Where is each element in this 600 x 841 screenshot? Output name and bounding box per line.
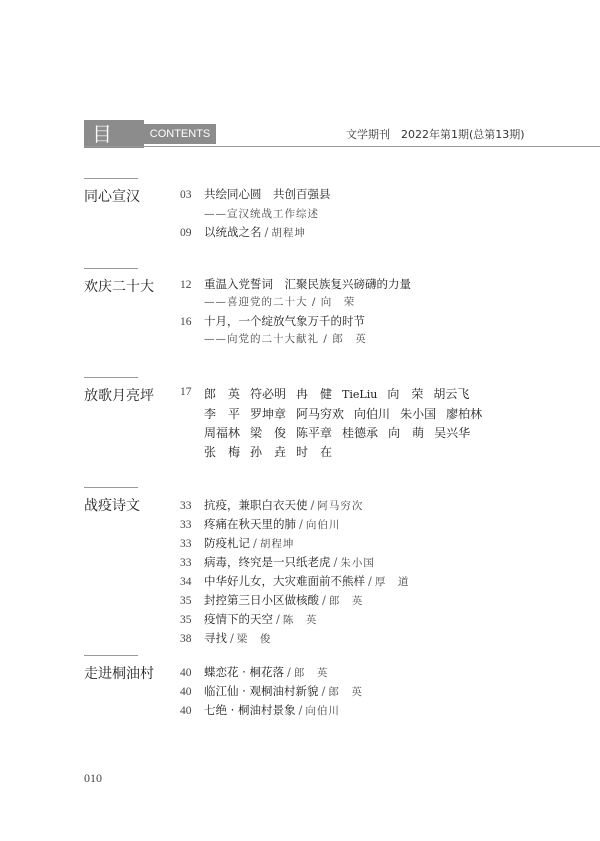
entry-title: 以统战之名	[204, 225, 262, 239]
section-title: 放歌月亮坪	[84, 388, 154, 404]
poet-name: 孙 垚	[250, 445, 287, 459]
entry-title: 七绝 · 桐油村景象	[204, 703, 296, 717]
entry-title: 病毒，终究是一只纸老虎	[204, 555, 331, 569]
poet-name: 周福林	[204, 426, 241, 440]
page-number: 40	[180, 667, 192, 679]
section-title: 战疫诗文	[84, 498, 140, 514]
entry-title: 中华好儿女，大灾难面前不熊样	[204, 574, 365, 588]
toc-entry[interactable]: 40 七绝 · 桐油村景象 / 向伯川	[180, 703, 340, 717]
section-rule	[84, 487, 138, 488]
toc-entry[interactable]: 40 临江仙 · 观桐油村新貌 / 郎 英	[180, 684, 363, 698]
page-number: 03	[180, 189, 192, 201]
poet-name: 阿马穷欢	[296, 407, 345, 421]
entry-author: 阿马穷次	[317, 500, 364, 512]
entry-author: 郎 英	[328, 686, 363, 698]
page-number: 38	[180, 633, 192, 645]
entry-author: 陈 英	[282, 614, 318, 626]
toc-entry[interactable]	[180, 186, 331, 202]
poet-name: 朱小国	[400, 407, 437, 421]
entry-subtitle: ——宣汉统战工作综述	[204, 208, 319, 220]
poet-name: 梁 俊	[250, 426, 287, 440]
entry-title: 寻找	[204, 631, 227, 645]
toc-entry[interactable]: 38 寻找 / 梁 俊	[180, 631, 272, 645]
page-number: 12	[180, 279, 192, 291]
page-number: 33	[180, 557, 192, 569]
poet-name: 桂德承	[342, 426, 379, 440]
section-title: 欢庆二十大	[84, 279, 154, 295]
section-rule	[84, 268, 138, 269]
entry-title: 疫情下的天空	[204, 612, 273, 626]
entry-title: 重温入党誓词 汇聚民族复兴磅礴的力量	[204, 277, 411, 291]
section-title: 同心宣汉	[84, 189, 140, 205]
poet-row	[204, 443, 342, 460]
poet-name: 胡云飞	[433, 387, 470, 401]
entry-author: 郎 英	[328, 595, 364, 607]
poet-name: 时 在	[296, 445, 333, 459]
poet-name: TieLiu	[342, 388, 378, 401]
header-divider	[84, 146, 600, 147]
entry-author: 厚 道	[374, 576, 410, 588]
poet-name: 向 荣	[387, 387, 424, 401]
poet-name: 陈平章	[296, 426, 333, 440]
section-rule	[84, 178, 138, 179]
poet-name: 廖柏林	[446, 407, 483, 421]
page-number: 40	[180, 686, 192, 698]
page-number: 35	[180, 595, 192, 607]
toc-entry[interactable]: 34 中华好儿女，大灾难面前不熊样 / 厚 道	[180, 574, 410, 588]
page-number: 33	[180, 519, 192, 531]
entry-title: 疼痛在秋天里的肺	[204, 517, 296, 531]
poet-name: 向伯川	[354, 407, 391, 421]
toc-entry[interactable]: 33 防疫札记 / 胡程坤	[180, 536, 295, 550]
page-number: 35	[180, 614, 192, 626]
section-title: 走进桐油村	[84, 666, 154, 682]
page-folio: 010	[84, 771, 102, 785]
poet-name: 罗坤章	[250, 407, 287, 421]
page-number: 33	[180, 500, 192, 512]
poet-row	[204, 424, 480, 441]
toc-entry[interactable]: 33 病毒，终究是一只纸老虎 / 朱小国	[180, 555, 375, 569]
toc-entry[interactable]: 33 疼痛在秋天里的肺 / 向伯川	[180, 517, 341, 531]
poet-name: 冉 健	[296, 387, 333, 401]
entry-title: 共绘同心圆 共创百强县	[204, 187, 331, 201]
page-number: 16	[180, 316, 192, 328]
entry-title: 临江仙 · 观桐油村新貌	[204, 684, 319, 698]
poet-name: 郎 英	[204, 387, 241, 401]
entry-author: 梁 俊	[236, 633, 272, 645]
toc-entry[interactable]	[180, 276, 411, 292]
poet-name: 向 萌	[388, 426, 425, 440]
entry-subtitle: ——向党的二十大献礼 / 郎 英	[204, 333, 367, 345]
entry-title: 防疫札记	[204, 536, 250, 550]
entry-author: 胡程坤	[271, 227, 306, 239]
entry-title: 封控第三日小区做核酸	[204, 593, 319, 607]
poet-name: 张 梅	[204, 445, 241, 459]
page-number: 40	[180, 705, 192, 717]
contents-label: CONTENTS	[144, 124, 216, 144]
page-number: 17	[180, 386, 192, 398]
entry-subtitle: ——喜迎党的二十大 / 向 荣	[204, 296, 356, 308]
page-number: 09	[180, 227, 192, 239]
section-rule	[84, 655, 138, 656]
entry-author: 向伯川	[305, 705, 340, 717]
toc-entry[interactable]: 35 疫情下的天空 / 陈 英	[180, 612, 318, 626]
page-number: 33	[180, 538, 192, 550]
entry-author: 朱小国	[340, 557, 375, 569]
entry-author: 郎 英	[293, 667, 329, 679]
entry-author: 胡程坤	[259, 538, 295, 550]
toc-title: 目 录	[84, 120, 144, 148]
poet-name: 李 平	[204, 407, 241, 421]
entry-author: 向伯川	[305, 519, 341, 531]
poet-row	[204, 385, 479, 402]
toc-entry[interactable]: 09 以统战之名 / 胡程坤	[180, 225, 306, 239]
poet-row	[204, 405, 492, 422]
toc-entry[interactable]	[180, 313, 365, 329]
poet-name: 符必明	[250, 387, 287, 401]
toc-entry[interactable]: 33 抗疫，兼职白衣天使 / 阿马穷次	[180, 498, 364, 512]
toc-entry[interactable]: 40 蝶恋花 · 桐花落 / 郎 英	[180, 665, 329, 679]
entry-title: 十月，一个绽放气象万千的时节	[204, 314, 365, 328]
poet-name: 吴兴华	[434, 426, 471, 440]
toc-header	[84, 120, 600, 174]
toc-entry[interactable]: 35 封控第三日小区做核酸 / 郎 英	[180, 593, 364, 607]
issue-info: 文学期刊 2022年第1期(总第13期)	[346, 128, 525, 141]
page-number: 34	[180, 576, 192, 588]
entry-title: 抗疫，兼职白衣天使	[204, 498, 308, 512]
entry-title: 蝶恋花 · 桐花落	[204, 665, 284, 679]
section-rule	[84, 377, 138, 378]
